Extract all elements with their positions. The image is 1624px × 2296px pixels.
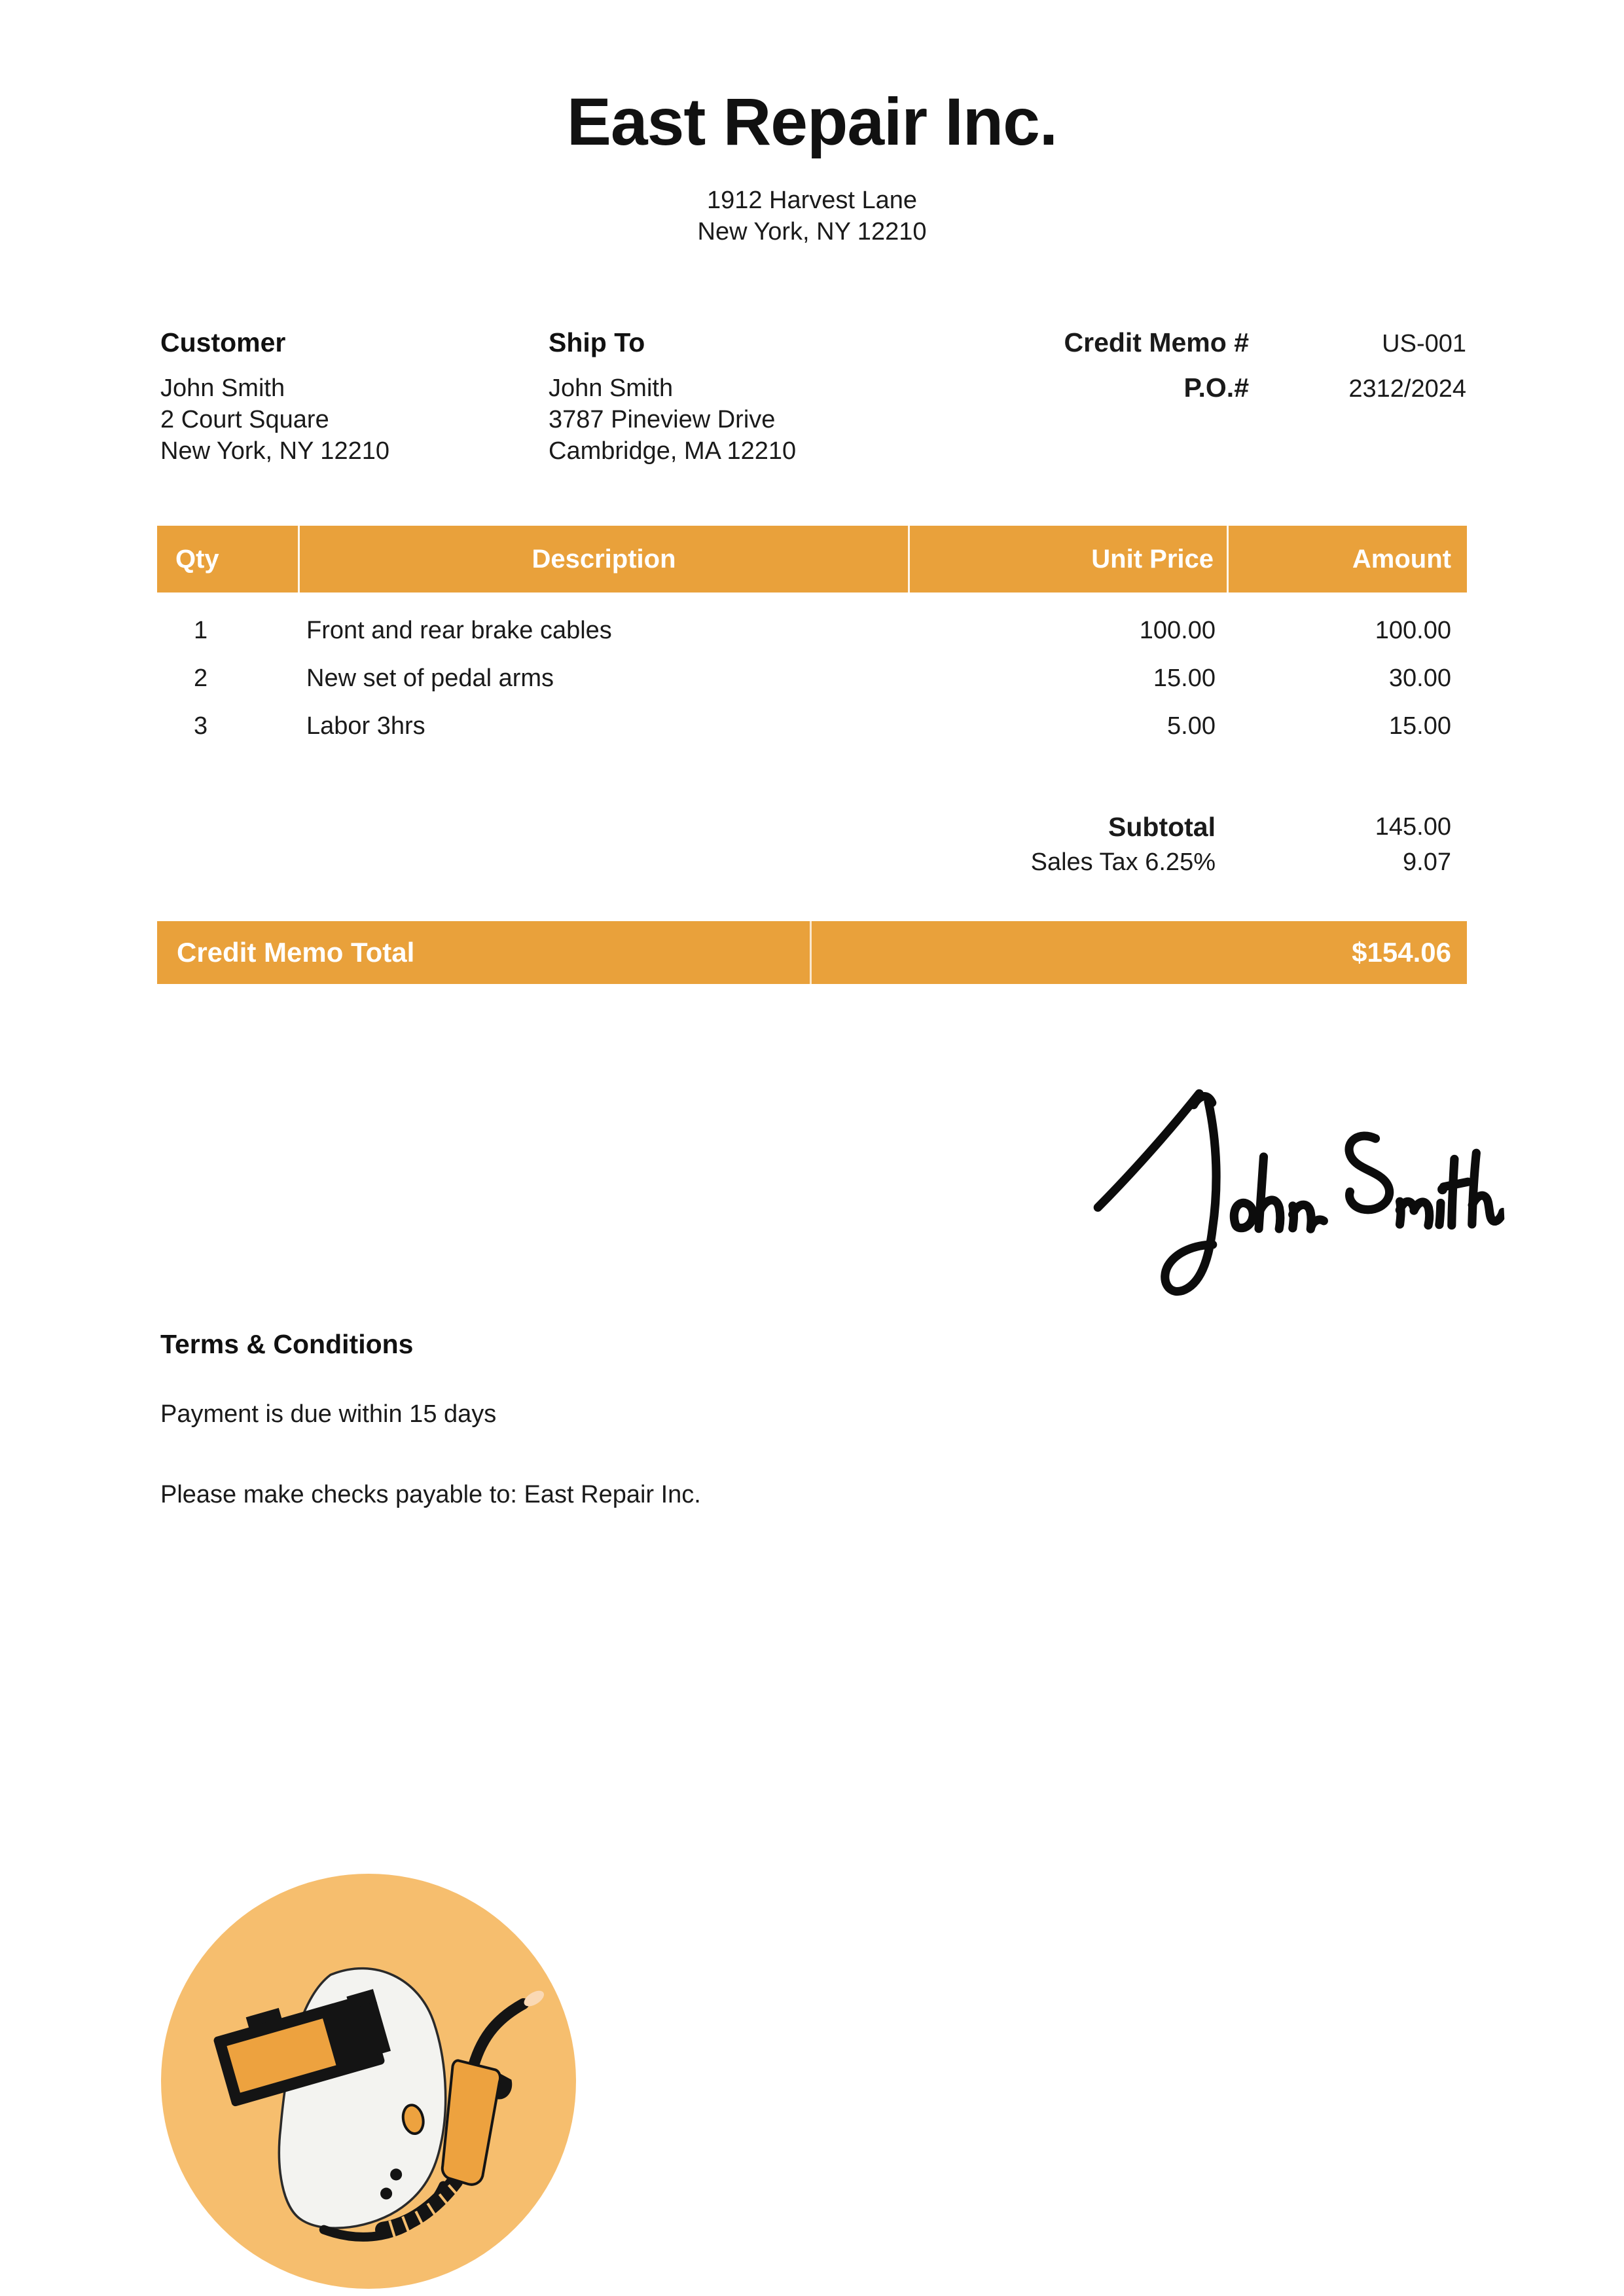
po-number-value: 2312/2024 (1348, 375, 1466, 403)
ship-to-city: Cambridge, MA 12210 (549, 437, 797, 465)
subtotal-label: Subtotal (1108, 811, 1216, 842)
header-qty: Qty (157, 526, 300, 592)
row-qty: 1 (194, 617, 208, 644)
company-address (0, 185, 1624, 247)
company-address-line2: New York, NY 12210 (697, 218, 927, 246)
ship-to-label: Ship To (549, 327, 645, 357)
ship-to-block (549, 327, 796, 467)
terms-line2: Please make checks payable to: East Repair Inc. (160, 1481, 701, 1508)
row-amount: 30.00 (1388, 665, 1451, 692)
customer-city: New York, NY 12210 (160, 437, 389, 465)
memo-info-block (1008, 327, 1466, 418)
header-description: Description (300, 526, 910, 592)
row-qty: 2 (194, 665, 208, 692)
row-qty: 3 (194, 712, 208, 740)
row-unit-price: 5.00 (1167, 712, 1216, 740)
signature-john-smith (1077, 1045, 1509, 1322)
header-amount: Amount (1352, 544, 1451, 574)
totals-block (157, 809, 1467, 880)
row-description: New set of pedal arms (306, 665, 554, 692)
company-name: East Repair Inc. (566, 84, 1058, 159)
table-row (157, 702, 1467, 750)
items-table (157, 526, 1467, 750)
company-address-line1: 1912 Harvest Lane (706, 187, 918, 214)
row-unit-price: 100.00 (1139, 617, 1216, 644)
row-description: Front and rear brake cables (306, 617, 612, 644)
customer-street: 2 Court Square (160, 406, 329, 433)
sales-tax-label: Sales Tax 6.25% (1030, 848, 1216, 876)
terms-line1: Payment is due within 15 days (160, 1400, 497, 1428)
ship-to-name: John Smith (549, 374, 674, 402)
terms-block (160, 1329, 701, 1509)
credit-memo-total-value: $154.06 (1352, 937, 1451, 968)
credit-memo-number-label: Credit Memo # (1064, 327, 1249, 357)
table-row (157, 607, 1467, 655)
terms-heading: Terms & Conditions (160, 1329, 414, 1359)
row-description: Labor 3hrs (306, 712, 425, 740)
subtotal-value: 145.00 (1375, 812, 1451, 841)
header-unit-price: Unit Price (910, 526, 1229, 592)
sales-tax-value: 9.07 (1403, 848, 1451, 876)
row-amount: 100.00 (1375, 617, 1451, 644)
welding-helmet-icon (158, 1871, 579, 2291)
ship-to-street: 3787 Pineview Drive (549, 406, 776, 433)
customer-label: Customer (160, 327, 286, 357)
credit-memo-number-value: US-001 (1382, 330, 1466, 357)
table-row (157, 655, 1467, 702)
credit-memo-total-label: Credit Memo Total (157, 921, 812, 984)
items-table-header (157, 526, 1467, 592)
credit-memo-total-bar (157, 921, 1467, 984)
customer-block (160, 327, 389, 467)
row-unit-price: 15.00 (1153, 665, 1216, 692)
row-amount: 15.00 (1388, 712, 1451, 740)
po-number-label: P.O.# (1183, 373, 1249, 403)
customer-name: John Smith (160, 374, 285, 402)
